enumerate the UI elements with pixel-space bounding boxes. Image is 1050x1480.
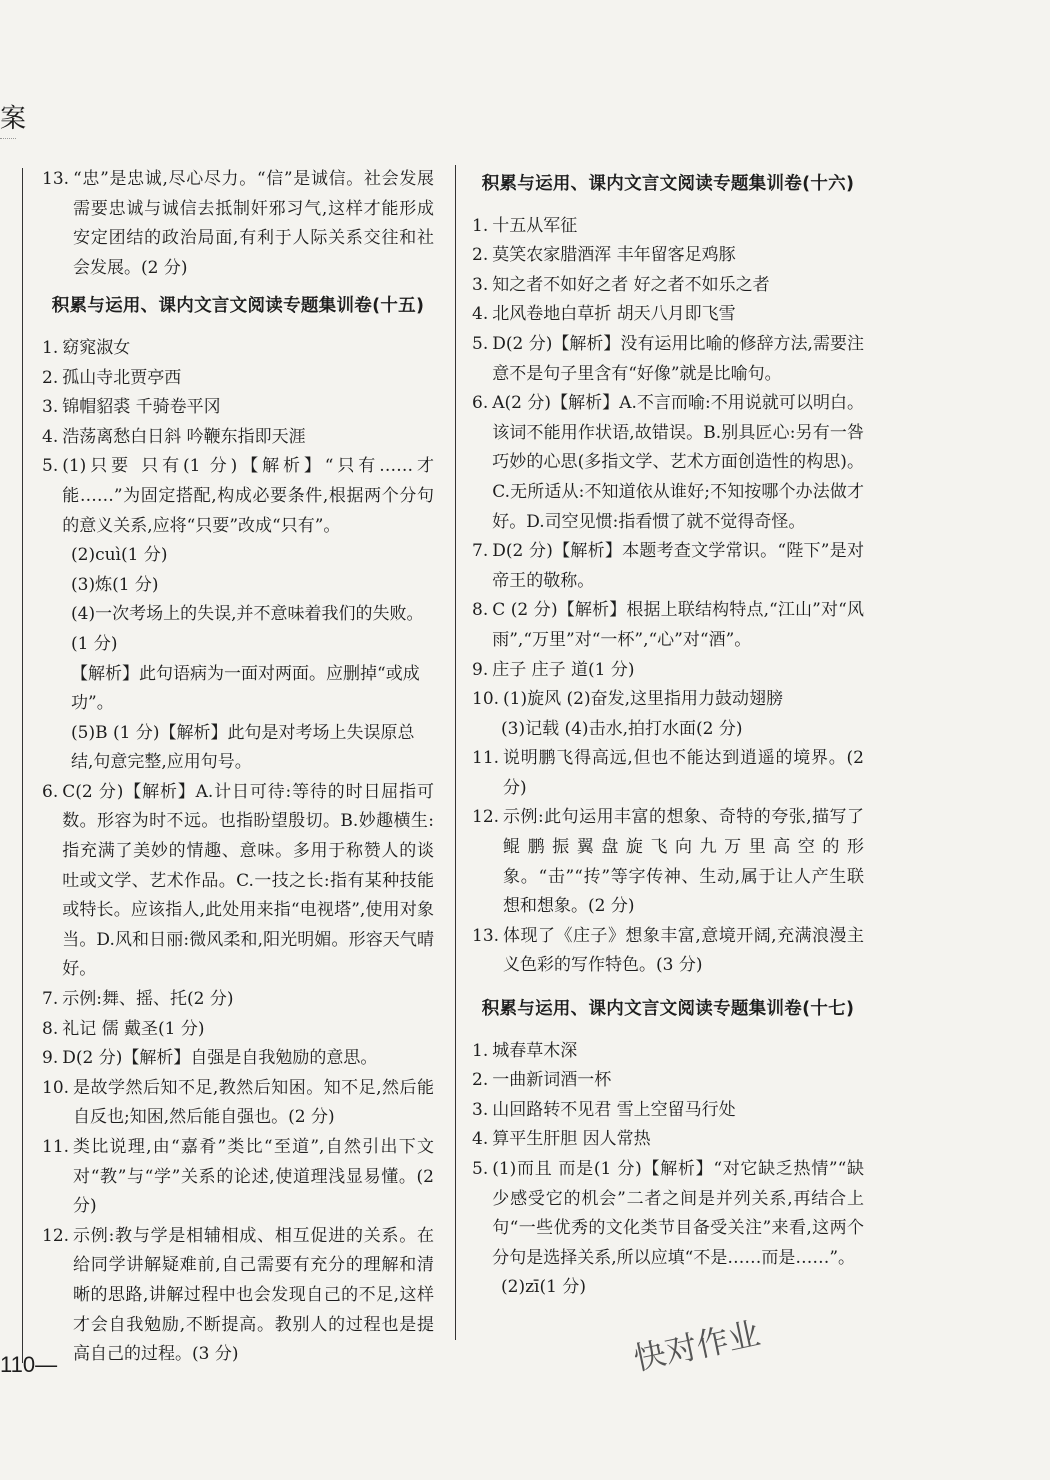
answer-item bbox=[42, 1074, 434, 1133]
answer-item bbox=[472, 1125, 864, 1155]
item-text: 体现了《庄子》想象丰富,意境开阔,充满浪漫主义色彩的写作特色。(3 分) bbox=[503, 925, 864, 976]
answer-item bbox=[42, 452, 434, 541]
item-text: 一曲新词酒一杯 bbox=[492, 1070, 612, 1091]
item-text: (1)只要 只有(1 分)【解析】“只有……才能……”为固定搭配,构成必要条件,根据两个分句的意义关系,应将“只要”改成“只有”。 bbox=[62, 456, 434, 536]
item-number: 7. bbox=[42, 989, 59, 1010]
right-column bbox=[472, 165, 864, 1303]
item-text: C (2 分)【解析】根据上联结构特点,“江山”对“风雨”,“万里”对“一杯”,“心”对“酒”。 bbox=[492, 600, 864, 650]
page-number: 110— bbox=[0, 1352, 58, 1377]
section-title-15: 积累与运用、课内文言文阅读专题集训卷(十五) bbox=[51, 296, 425, 317]
answer-item bbox=[472, 330, 864, 389]
answer-item bbox=[472, 685, 864, 715]
answer-item bbox=[42, 364, 434, 394]
item-text: 说明鹏飞得高远,但也不能达到逍遥的境界。(2 分) bbox=[503, 748, 864, 798]
item-number: 5. bbox=[472, 333, 489, 354]
answer-item bbox=[472, 1096, 864, 1126]
answer-item bbox=[472, 744, 864, 803]
item-text: 庄子 庄子 道(1 分) bbox=[492, 659, 635, 680]
answer-item bbox=[472, 656, 864, 686]
item-number: 8. bbox=[472, 600, 489, 621]
item-text: 示例:舞、摇、托(2 分) bbox=[62, 989, 234, 1010]
item-text: 是故学然后知不足,教然后知困。知不足,然后能自反也;知困,然后能自强也。(2 分) bbox=[73, 1077, 434, 1128]
answer-item bbox=[472, 803, 864, 921]
answer-item bbox=[42, 778, 434, 985]
item-number: 1. bbox=[42, 337, 59, 358]
section-title-17: 积累与运用、课内文言文阅读专题集训卷(十七) bbox=[481, 999, 855, 1020]
item-number: 12. bbox=[42, 1225, 70, 1246]
item-number: 2. bbox=[472, 1070, 489, 1091]
answer-item bbox=[472, 1037, 864, 1067]
item-text: (1)旋风 (2)奋发,这里指用力鼓动翅膀 bbox=[503, 689, 784, 710]
item-number: 7. bbox=[472, 541, 489, 562]
item-text: 北风卷地白草折 胡天八月即飞雪 bbox=[492, 304, 736, 325]
answer-item bbox=[472, 389, 864, 537]
answer-item bbox=[472, 212, 864, 242]
answer-item bbox=[42, 393, 434, 423]
answer-item bbox=[42, 985, 434, 1015]
item-text: C(2 分)【解析】A.计日可待:等待的时日屈指可数。形容为时不远。也指盼望殷切。B.妙趣横生:指充满了美妙的情趣、意味。多用于称赞人的谈吐或文学、艺术作品。C.一技之长:指有某种技能或特长。应该指人,此处用来指“电视塔”,使用对象当。D.风和日丽:微风柔和,阳光明媚。形容天气晴好。 bbox=[62, 781, 434, 980]
handwritten-note-text: 快对作业 bbox=[630, 1314, 764, 1378]
answer-subitem: (3)炼(1 分) bbox=[71, 574, 159, 595]
item-number: 1. bbox=[472, 1040, 489, 1061]
item-number: 3. bbox=[472, 274, 489, 295]
handwritten-note bbox=[625, 1290, 815, 1380]
item-text: D(2 分)【解析】本题考查文学常识。“陛下”是对帝王的敬称。 bbox=[492, 541, 864, 591]
answer-subitem: (2)cuì(1 分) bbox=[71, 545, 168, 566]
item-number: 10. bbox=[472, 689, 500, 710]
item-number: 9. bbox=[472, 659, 489, 680]
answer-subitem: (5)B (1 分)【解析】此句是对考场上失误原总结,句意完整,应用句号。 bbox=[71, 722, 415, 773]
edge-dotted-rule bbox=[0, 138, 16, 139]
item-number: 13. bbox=[42, 169, 70, 189]
item-text: 城春草木深 bbox=[492, 1040, 578, 1061]
item-number: 2. bbox=[42, 367, 59, 388]
answer-item bbox=[472, 596, 864, 655]
answer-subitem: (2)zī(1 分) bbox=[501, 1277, 586, 1298]
item-text: 山回路转不见君 雪上空留马行处 bbox=[492, 1099, 736, 1120]
item-number: 6. bbox=[42, 781, 59, 802]
item-text: (1)而且 而是(1 分)【解析】“对它缺乏热情”“缺少感受它的机会”二者之间是并列关系,再结合上句“一些优秀的文化类节目备受关注”来看,这两个分句是选择关系,所以应填“不是……而是……”。 bbox=[492, 1159, 864, 1268]
column-divider bbox=[455, 165, 456, 1340]
item-number: 12. bbox=[472, 807, 500, 828]
answer-subitem: (4)一次考场上的失误,并不意味着我们的失败。(1 分) bbox=[71, 604, 424, 654]
answer-item bbox=[42, 334, 434, 364]
answer-item bbox=[472, 1155, 864, 1273]
item-number: 13. bbox=[472, 925, 500, 946]
section-17-items bbox=[472, 1037, 864, 1303]
answer-item bbox=[42, 1015, 434, 1045]
answer-item bbox=[472, 241, 864, 271]
item-number: 5. bbox=[42, 456, 59, 477]
item-number: 8. bbox=[42, 1018, 59, 1039]
answer-item bbox=[42, 165, 434, 283]
item-text: 算平生肝胆 因人常热 bbox=[492, 1129, 651, 1150]
left-column bbox=[42, 165, 434, 1370]
answer-item bbox=[42, 423, 434, 453]
item-text: “忠”是忠诚,尽心尽力。“信”是诚信。社会发展需要忠诚与诚信去抵制奸邪习气,这样才能形成安定团结的政治局面,有利于人际关系交往和社会发展。(2 分) bbox=[73, 169, 434, 278]
answer-subitem: 【解析】此句语病为一面对两面。应删掉“或成功”。 bbox=[71, 663, 420, 714]
answer-subitem: (3)记载 (4)击水,拍打水面(2 分) bbox=[501, 718, 743, 739]
answer-item bbox=[472, 1066, 864, 1096]
item-text: 锦帽貂裘 千骑卷平冈 bbox=[62, 397, 221, 418]
item-text: 类比说理,由“嘉肴”类比“至道”,自然引出下文对“教”与“学”关系的论述,使道理浅显易懂。(2 分) bbox=[73, 1137, 434, 1217]
item-number: 4. bbox=[42, 426, 59, 447]
item-number: 3. bbox=[472, 1099, 489, 1120]
item-text: D(2 分)【解析】自强是自我勉励的意思。 bbox=[62, 1048, 378, 1069]
page-margin-rule bbox=[22, 168, 23, 1363]
answer-item bbox=[472, 271, 864, 301]
item-number: 3. bbox=[42, 397, 59, 418]
answer-item bbox=[42, 1222, 434, 1370]
answer-item bbox=[42, 1044, 434, 1074]
item-text: D(2 分)【解析】没有运用比喻的修辞方法,需要注意不是句子里含有“好像”就是比喻句。 bbox=[492, 333, 864, 384]
item-number: 4. bbox=[472, 304, 489, 325]
item-text: 礼记 儒 戴圣(1 分) bbox=[62, 1018, 205, 1039]
item-text: 十五从军征 bbox=[492, 215, 578, 236]
item-number: 11. bbox=[472, 748, 500, 769]
item-text: 示例:教与学是相辅相成、相互促进的关系。在给同学讲解疑难前,自己需要有充分的理解和清晰的思路,讲解过程中也会发现自己的不足,这样才会自我勉励,不断提高。教别人的过程也是提高自己的过程。(3 分) bbox=[73, 1225, 434, 1365]
item-text: 窈窕淑女 bbox=[62, 337, 131, 358]
item-number: 2. bbox=[472, 245, 489, 266]
item-number: 1. bbox=[472, 215, 489, 236]
section-title-16: 积累与运用、课内文言文阅读专题集训卷(十六) bbox=[481, 174, 855, 194]
section-16-items bbox=[472, 212, 864, 981]
answer-item bbox=[472, 537, 864, 596]
item-text: 孤山寺北贾亭西 bbox=[62, 367, 182, 388]
item-text: A(2 分)【解析】A.不言而喻:不用说就可以明白。该词不能用作状语,故错误。B.别具匠心:另有一咎巧妙的心思(多指文学、艺术方面创造性的构思)。C.无所适从:不知道依从谁好;不知按哪个办法做才好。D.司空见惯:指看惯了就不觉得奇怪。 bbox=[492, 393, 864, 532]
item-number: 11. bbox=[42, 1137, 70, 1157]
item-text: 示例:此句运用丰富的想象、奇特的夸张,描写了鲲鹏振翼盘旋飞向九万里高空的形象。“击”“抟”等字传神、生动,属于让人产生联想和想象。(2 分) bbox=[503, 807, 864, 917]
answer-item bbox=[472, 922, 864, 981]
item-number: 5. bbox=[472, 1159, 489, 1179]
item-number: 6. bbox=[472, 393, 489, 414]
item-number: 4. bbox=[472, 1129, 489, 1150]
section-15-items bbox=[42, 334, 434, 1370]
answer-item bbox=[42, 1133, 434, 1222]
answer-item bbox=[472, 300, 864, 330]
item-text: 莫笑农家腊酒浑 丰年留客足鸡豚 bbox=[492, 245, 736, 266]
item-number: 9. bbox=[42, 1048, 59, 1069]
edge-title-char: 案 bbox=[0, 104, 27, 134]
item-number: 10. bbox=[42, 1077, 70, 1098]
item-text: 浩荡离愁白日斜 吟鞭东指即天涯 bbox=[62, 426, 306, 447]
item-text: 知之者不如好之者 好之者不如乐之者 bbox=[492, 274, 770, 295]
